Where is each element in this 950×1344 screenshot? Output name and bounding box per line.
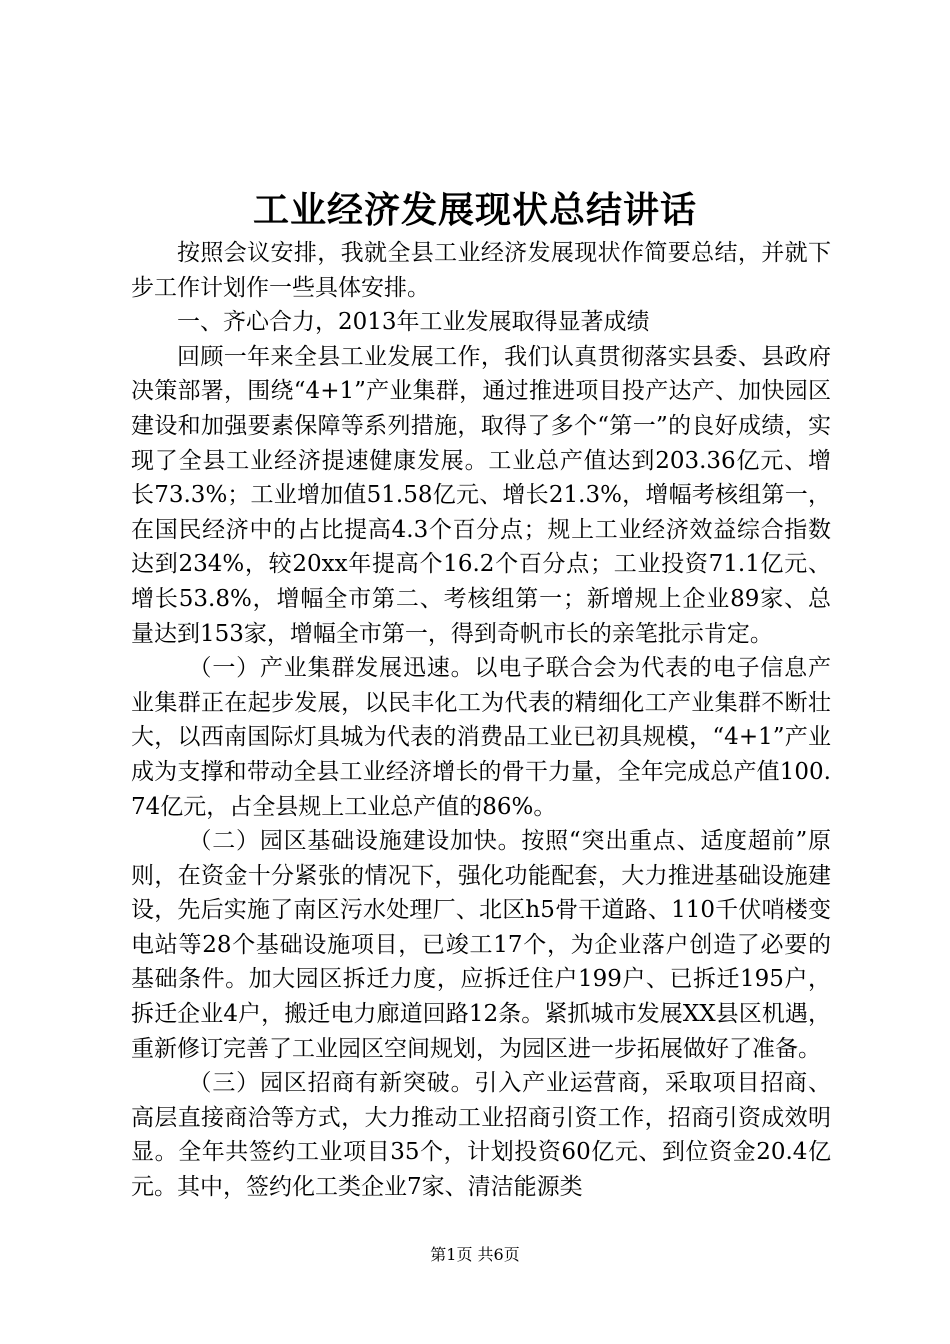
subsection-paragraph-1: （一）产业集群发展迅速。以电子联合会为代表的电子信息产业集群正在起步发展，以民丰化工为代表的精细化工产业集群不断壮大，以西南国际灯具城为代表的消费品工业已初具规模，“4+1”产业成为支撑和带动全县工业经济增长的骨干力量，全年完成总产值100.74亿元，占全县规上工业总产值的86%。 bbox=[131, 655, 831, 820]
subsection-paragraph-2: （二）园区基础设施建设加快。按照“突出重点、适度超前”原则，在资金十分紧张的情况下，强化功能配套，大力推进基础设施建设，先后实施了南区污水处理厂、北区h5骨干道路、110千伏哨楼变电站等28个基础设施项目，已竣工17个，为企业落户创造了必要的基础条件。加大园区拆迁力度，应拆迁住户199户、已拆迁195户，拆迁企业4户，搬迁电力廊道回路12条。紧抓城市发展XX县区机遇，重新修订完善了工业园区空间规划，为园区进一步拓展做好了准备。 bbox=[131, 828, 831, 1062]
intro-paragraph: 按照会议安排，我就全县工业经济发展现状作简要总结，并就下步工作计划作一些具体安排。 bbox=[131, 240, 831, 301]
document-title: 工业经济发展现状总结讲话 bbox=[252, 189, 697, 231]
page-footer: 第1页 共6页 bbox=[430, 1245, 520, 1264]
review-paragraph: 回顾一年来全县工业发展工作，我们认真贯彻落实县委、县政府决策部署，围绕“4+1”产业集群，通过推进项目投产达产、加快园区建设和加强要素保障等系列措施，取得了多个“第一”的良好成绩，实现了全县工业经济提速健康发展。工业总产值达到203.36亿元、增长73.3%；工业增加值51.58亿元、增长21.3%，增幅考核组第一，在国民经济中的占比提高4.3个百分点；规上工业经济效益综合指数达到234%，较20xx年提高个16.2个百分点；工业投资71.1亿元、增长53.8%，增幅全市第二、考核组第一；新增规上企业89家、总量达到153家，增幅全市第一，得到奇帆市长的亲笔批示肯定。 bbox=[131, 343, 831, 647]
section-heading: 一、齐心合力，2013年工业发展取得显著成绩 bbox=[177, 309, 650, 336]
document-body bbox=[131, 236, 831, 1205]
subsection-paragraph-3: （三）园区招商有新突破。引入产业运营商，采取项目招商、高层直接商洽等方式，大力推动工业招商引资工作，招商引资成效明显。全年共签约工业项目35个，计划投资60亿元、到位资金20.4亿元。其中，签约化工类企业7家、清洁能源类 bbox=[131, 1070, 831, 1201]
